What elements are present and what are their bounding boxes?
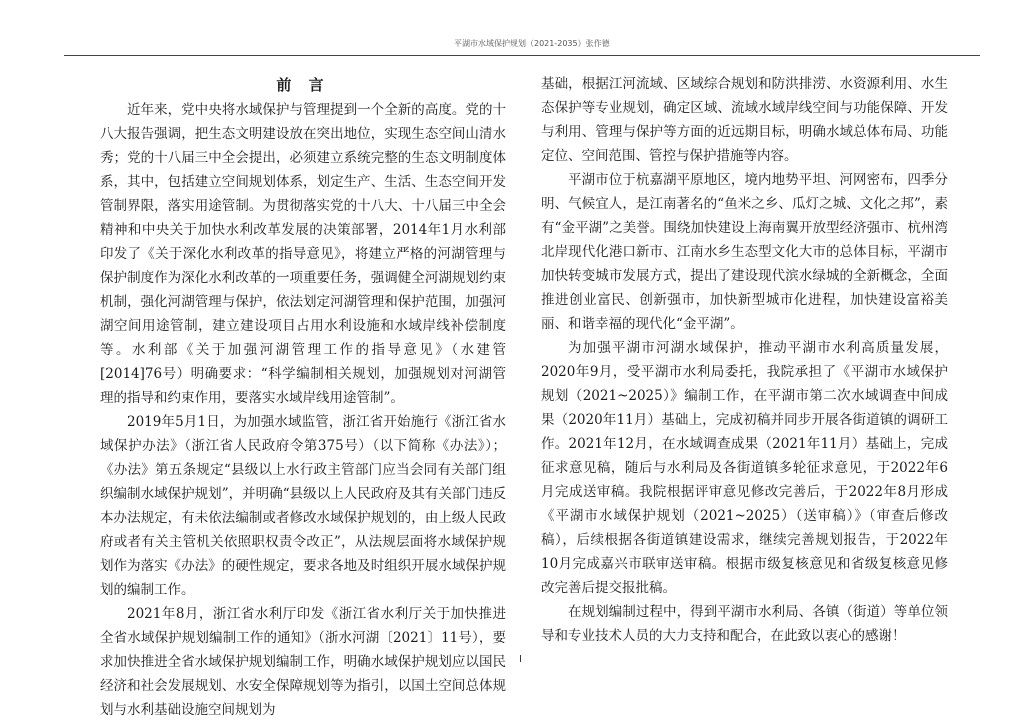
preface-heading: 前 言 bbox=[276, 76, 330, 94]
paragraph-provincial-notice: 2021年8月，浙江省水利厅印发《浙江省水利厅关于加快推进全省水域保护规划编制工作的通知》（浙水河湖〔2021〕11号），要求加快推进全省水域保护规划编制工作，明确水域保护规划应以国民经济和社会发展规划、水安全保障规划等为指引，以国土空间总体规划与水利基础设施空间规划为 bbox=[100, 606, 506, 718]
paragraph-acknowledgement: 在规划编制过程中，得到平湖市水利局、各镇（街道）等单位领导和专业技术人员的大力支持和配合，在此致以衷心的感谢！ bbox=[541, 604, 948, 644]
paragraph-policy-background: 近年来，党中央将水域保护与管理提到一个全新的高度。党的十八大报告强调，把生态文明建设放在突出地位，实现生态空间山清水秀；党的十八届三中全会提出，必须建立系统完整的生态文明制度体系，其中，包括建立空间规划体系，划定生产、生活、生态空间开发管制界限，落实用途管制。为贯彻落实党的十八大、十八届三中全会精神和中央关于加快水利改革发展的决策部署，2014年1月水利部印发了《关于深化水利改革的指导意见》，将建立严格的河湖管理与保护制度作为深化水利改革的一项重要任务，强调健全河湖规划约束机制，强化河湖管理与保护，依法划定河湖管理和保护范围，加强河湖空间用途管制，建立建设项目占用水利设施和水域岸线补偿制度等。水利部《关于加强河湖管理工作的指导意见》（水建管[2014]76号）明确要求：“科学编制相关规划，加强规划对河湖管理的指导和约束作用，要落实水域岸线用途管制”。 bbox=[100, 102, 506, 406]
paragraph-pinghu-overview: 平湖市位于杭嘉湖平原地区，境内地势平坦、河网密布，四季分明、气候宜人，是江南著名的“鱼米之乡、瓜灯之城、文化之邦”，素有“金平湖”之美誉。围绕加快建设上海南翼开放型经济强市、杭州湾北岸现代化港口新市、江南水乡生态型文化大市的总体目标，平湖市加快转变城市发展方式，提出了建设现代滨水绿城的全新概念，全面推进创业富民、创新强市，加快新型城市化进程，加快建设富裕美丽、和谐幸福的现代化“金平湖”。 bbox=[541, 172, 948, 332]
right-column bbox=[541, 72, 948, 648]
paragraph-compilation-history: 为加强平湖市河湖水域保护，推动平湖市水利高质量发展，2020年9月，受平湖市水利局委托，我院承担了《平湖市水域保护规划（2021~2025）》编制工作，在平湖市第二次水域调查中间成果（2020年11月）基础上，完成初稿并同步开展各街道镇的调研工作。2021年12月，在水域调查成果（2021年11月）基础上，完成征求意见稿，随后与水利局及各街道镇多轮征求意见，于2022年6月完成送审稿。我院根据评审意见修改完善后，于2022年8月形成《平湖市水域保护规划（2021~2025）（送审稿）》（审查后修改稿），后续根据各街道镇建设需求，继续完善规划报告，于2022年10月完成嘉兴市联审送审稿。根据市级复核意见和省级复核意见修改完善后提交报批稿。 bbox=[541, 340, 948, 596]
left-column bbox=[100, 72, 506, 722]
paragraph-continuation: 基础，根据江河流域、区域综合规划和防洪排涝、水资源利用、水生态保护等专业规划，确定区域、流域水域岸线空间与功能保障、开发与利用、管理与保护等方面的近远期目标，明确水域总体布局、功能定位、空间范围、管控与保护措施等内容。 bbox=[541, 76, 948, 164]
paragraph-zhejiang-regulation: 2019年5月1日，为加强水域监管，浙江省开始施行《浙江省水域保护办法》（浙江省人民政府令第375号）（以下简称《办法》）；《办法》第五条规定“县级以上水行政主管部门应当会同有关部门组织编制水域保护规划”，并明确“县级以上人民政府及其有关部门违反本办法规定，有未依法编制或者修改水域保护规划的，由上级人民政府或者有关主管机关依照职权责令改正”，从法规层面将水域保护规划作为落实《办法》的硬性规定，要求各地及时组织开展水域保护规划的编制工作。 bbox=[100, 414, 506, 598]
header-rule bbox=[64, 55, 980, 56]
page-number: I bbox=[519, 654, 522, 665]
running-header: 平湖市水域保护规划（2021-2035）张作德 bbox=[454, 39, 610, 48]
